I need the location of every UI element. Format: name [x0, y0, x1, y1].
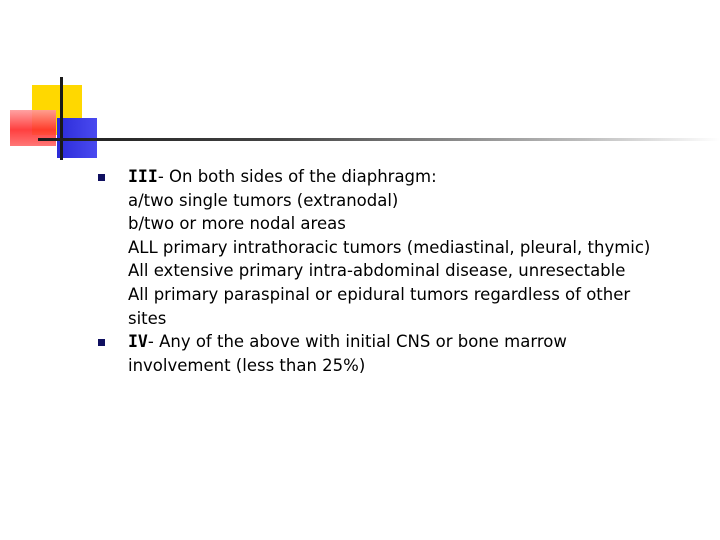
bullet-list [98, 165, 698, 377]
bullet-line: All extensive primary intra-abdominal disease, unresectable [128, 261, 626, 281]
bullet-line: b/two or more nodal areas [128, 214, 346, 234]
bullet-item-stage-iv [98, 330, 698, 377]
bullet-square-icon [98, 174, 105, 181]
bullet-text: - Any of the above with initial CNS or bone marrow [147, 332, 567, 352]
bullet-item-stage-iii [98, 165, 698, 330]
bullet-square-icon [98, 339, 105, 346]
bullet-line [128, 330, 698, 354]
bullet-line: ALL primary intrathoracic tumors (mediastinal, pleural, thymic) [128, 237, 651, 257]
bullet-line: All primary paraspinal or epidural tumors regardless of other [128, 284, 631, 304]
stage-label: IV [128, 332, 148, 352]
bullet-line: involvement (less than 25%) [128, 355, 366, 375]
title-divider-line [38, 138, 720, 141]
bullet-line [128, 165, 698, 189]
template-logo [0, 0, 720, 170]
bullet-line: sites [128, 308, 167, 328]
bullet-line: a/two single tumors (extranodal) [128, 190, 399, 210]
bullet-text: - On both sides of the diaphragm: [157, 167, 437, 186]
logo-vertical-line [60, 77, 63, 160]
stage-label: III [128, 167, 158, 186]
